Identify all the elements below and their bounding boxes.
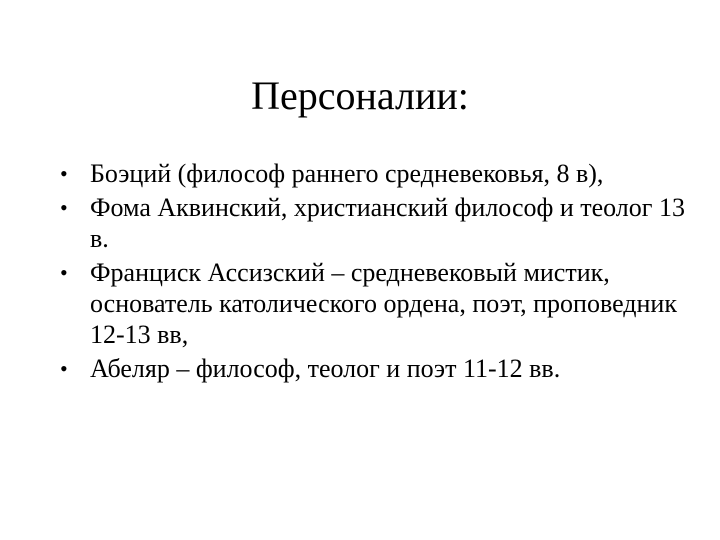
bullet-text: Фома Аквинский, христианский философ и теолог 13 в. [90, 193, 685, 253]
bullet-item-boethius [60, 158, 700, 189]
bullet-icon: • [60, 356, 68, 381]
bullet-text: Боэций (философ раннего средневековья, 8 в), [90, 159, 604, 188]
bullet-text: Абеляр – философ, теолог и поэт 11-12 вв. [90, 354, 561, 383]
bullet-item-francis [60, 257, 700, 350]
bullet-text: Франциск Ассизский – средневековый мистик, основатель католического ордена, поэт, проповедник 12-13 вв, [90, 258, 677, 349]
slide-title: Персоналии: [251, 73, 469, 118]
bullet-item-abelard [60, 353, 700, 384]
bullet-item-aquinas [60, 192, 700, 254]
bullet-icon: • [60, 161, 68, 186]
bullet-list [60, 158, 700, 387]
bullet-icon: • [60, 195, 68, 220]
bullet-icon: • [60, 260, 68, 285]
